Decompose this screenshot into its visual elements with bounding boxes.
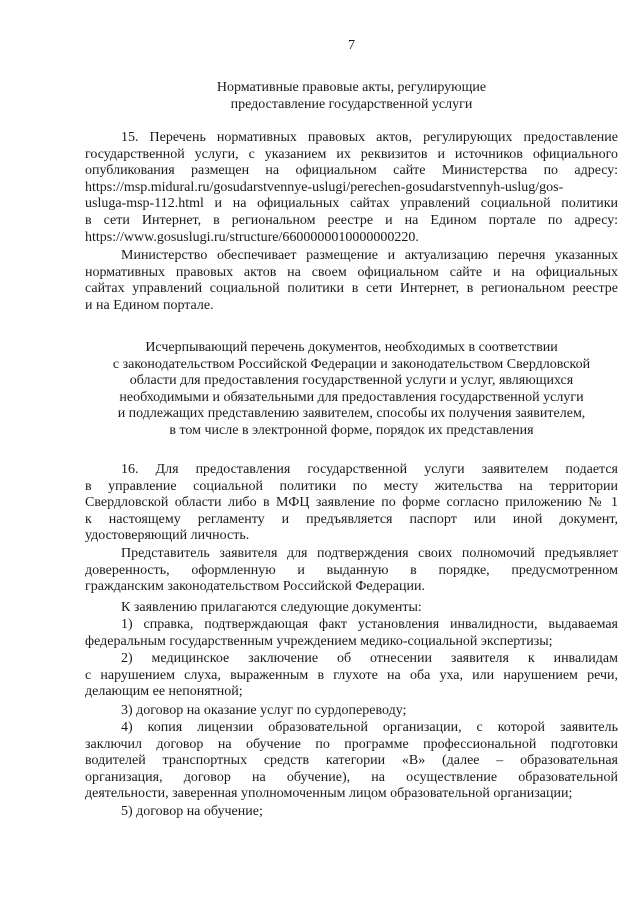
- paragraph-line: 2) медицинское заключение об отнесении заявителя к инвалидам: [121, 651, 618, 666]
- list-item-5: [85, 804, 618, 821]
- heading-line: Нормативные правовые акты, регулирующие: [216, 80, 487, 95]
- paragraph-line: нормативных правовых актов на своем официальном сайте и на официальных: [85, 264, 618, 280]
- paragraph-line: https://www.gosuslugi.ru/structure/6600000010000000220.: [85, 229, 419, 245]
- paragraph-line: доверенность, оформленную и выданную в порядке, предусмотренном: [85, 562, 618, 578]
- heading-line: предоставление государственной услуги: [230, 96, 473, 112]
- paragraph-attached-documents: [85, 600, 618, 617]
- paragraph-line: и на Едином портале.: [85, 297, 214, 313]
- heading-line: области для предоставления государственной услуги и услуг, являющихся: [129, 373, 574, 389]
- heading-line: Исчерпывающий перечень документов, необходимых в соответствии: [145, 340, 558, 355]
- paragraph-line: заключил договор на обучение по программе профессиональной подготовки: [85, 736, 618, 752]
- heading-line: с законодательством Российской Федерации и законодательством Свердловской: [112, 356, 591, 372]
- paragraph-line: Свердловской области либо в МФЦ заявление по форме согласно приложению № 1: [85, 495, 618, 511]
- paragraph-line: федеральным государственным учреждением медико-социальной экспертизы;: [85, 633, 553, 649]
- section-heading-normative-acts: [85, 80, 618, 113]
- paragraph-line: в сети Интернет, в региональном реестре и на Едином портале по адресу:: [85, 212, 618, 228]
- heading-line: в том числе в электронной форме, порядок их представления: [169, 422, 534, 438]
- paragraph-line: делающим ее непонятной;: [85, 684, 243, 700]
- paragraph-line: 16. Для предоставления государственной услуги заявителем подается: [121, 462, 618, 477]
- paragraph-line: гражданским законодательством Российской Федерации.: [85, 579, 425, 595]
- paragraph-line: с нарушением слуха, выраженным в глухоте на оба уха, или нарушением речи,: [85, 667, 618, 683]
- paragraph-line: к настоящему регламенту и предъявляется паспорт или иной документ,: [85, 511, 618, 527]
- paragraph-line: деятельности, заверенная уполномоченным лицом образовательной организации;: [85, 786, 573, 802]
- paragraph-line: 15. Перечень нормативных правовых актов, регулирующих предоставление: [121, 130, 618, 145]
- paragraph-line: водителей транспортных средств категории «В» (далее – образовательная: [85, 753, 618, 769]
- list-item-2: [85, 651, 618, 701]
- paragraph-line: 1) справка, подтверждающая факт установления инвалидности, выдаваемая: [121, 617, 618, 632]
- paragraph-line: опубликования размещен на официальном сайте Министерства по адресу:: [85, 163, 618, 179]
- paragraph-line: usluga-msp-112.html и на официальных сайтах управлений социальной политики: [85, 196, 618, 212]
- paragraph-line: сайтах управлений социальной политики в сети Интернет, в региональном реестре: [85, 281, 618, 297]
- paragraph-line: в управление социальной политики по месту жительства на территории: [85, 478, 618, 494]
- list-item-1: [85, 617, 618, 650]
- paragraph-line: К заявлению прилагаются следующие документы:: [121, 600, 422, 615]
- heading-line: необходимыми и обязательными для предоставления государственной услуги: [119, 389, 584, 405]
- paragraph-line: Министерство обеспечивает размещение и актуализацию перечня указанных: [121, 248, 618, 263]
- paragraph-line: 3) договор на оказание услуг по сурдопереводу;: [121, 703, 407, 718]
- page-number: 7: [348, 38, 355, 53]
- paragraph-line: 5) договор на обучение;: [121, 804, 263, 819]
- paragraph-line: государственной услуги, с указанием их реквизитов и источников официального: [85, 146, 618, 162]
- paragraph-line: Представитель заявителя для подтверждения своих полномочий предъявляет: [121, 546, 618, 561]
- paragraph-line: https://msp.midural.ru/gosudarstvennye-uslugi/perechen-gosudarstvennyh-uslug/gos-: [85, 179, 564, 195]
- list-item-4: [85, 720, 618, 803]
- paragraph-ministry: [85, 248, 618, 314]
- list-item-3: [85, 703, 618, 720]
- paragraph-15: [85, 130, 618, 246]
- paragraph-line: 4) копия лицензии образовательной организации, с которой заявитель: [121, 720, 618, 735]
- section-heading-documents-list: [85, 340, 618, 440]
- heading-line: и подлежащих представлению заявителем, способы их получения заявителем,: [117, 406, 586, 422]
- paragraph-16: [85, 462, 618, 545]
- paragraph-representative: [85, 546, 618, 596]
- paragraph-line: удостоверяющий личность.: [85, 528, 250, 544]
- paragraph-line: организация, договор на обучение), на осуществление образовательной: [85, 769, 618, 785]
